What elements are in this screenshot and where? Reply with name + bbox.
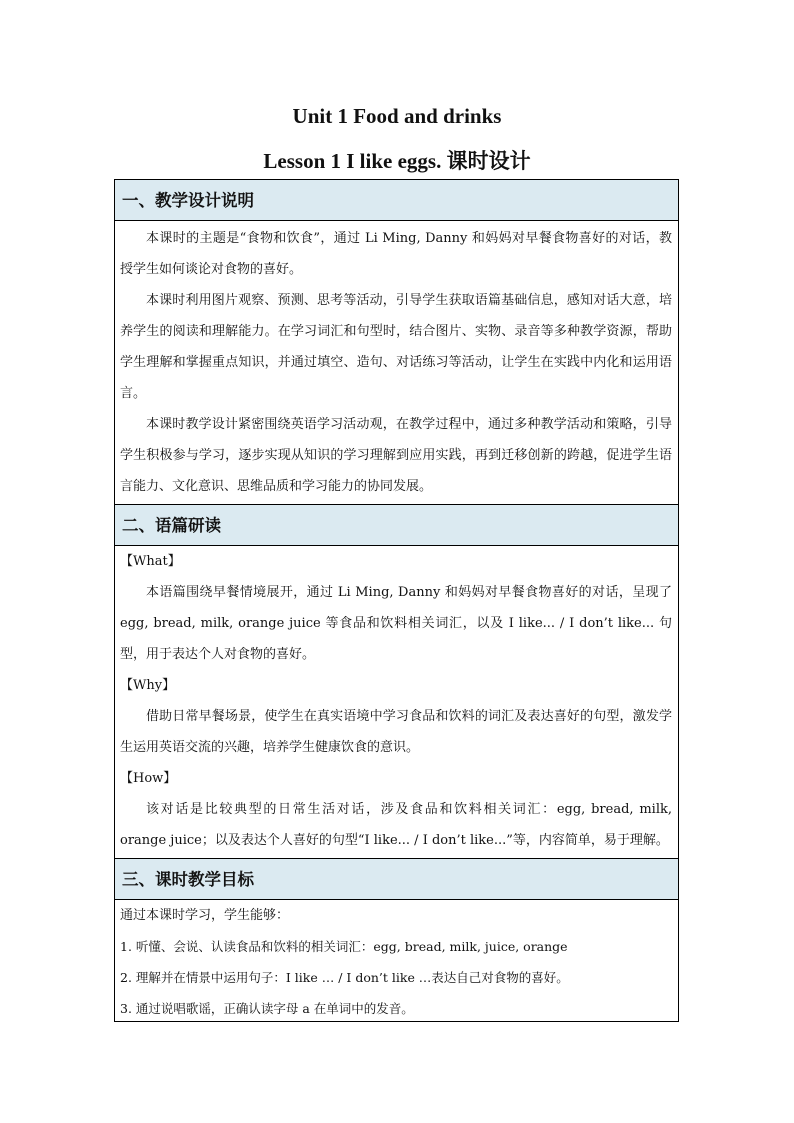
section-heading-text-study: 二、语篇研读: [115, 505, 678, 546]
section-heading-objectives: 三、课时教学目标: [115, 859, 678, 900]
how-paragraph: 该对话是比较典型的日常生活对话，涉及食品和饮料相关词汇：egg, bread, milk, orange juice；以及表达个人喜好的句型“I like... / I don’t like...”等，内容简单，易于理解。: [120, 802, 672, 848]
section-heading-design-notes: 一、教学设计说明: [115, 180, 678, 221]
what-tag: 【What】: [120, 554, 181, 569]
design-paragraph: 本课时利用图片观察、预测、思考等活动，引导学生获取语篇基础信息，感知对话大意，培养学生的阅读和理解能力。在学习词汇和句型时，结合图片、实物、录音等多种教学资源，帮助学生理解和掌握重点知识，并通过填空、造句、对话练习等活动，让学生在实践中内化和运用语言。: [120, 293, 672, 401]
design-paragraph: 本课时的主题是“食物和饮食”，通过 Li Ming, Danny 和妈妈对早餐食物喜好的对话，教授学生如何谈论对食物的喜好。: [120, 231, 672, 277]
why-paragraph: 借助日常早餐场景，使学生在真实语境中学习食品和饮料的词汇及表达喜好的句型，激发学生运用英语交流的兴趣，培养学生健康饮食的意识。: [120, 709, 672, 755]
objectives-intro: 通过本课时学习，学生能够：: [120, 908, 290, 923]
section-body-design-notes: [115, 221, 678, 505]
objective-item: 2. 理解并在情景中运用句子：I like … / I don’t like …表达自己对食物的喜好。: [120, 970, 569, 985]
section-body-objectives: [115, 900, 678, 1021]
document-title: Unit 1 Food and drinks: [292, 104, 502, 128]
why-tag: 【Why】: [120, 678, 176, 693]
what-paragraph: 本语篇围绕早餐情境展开，通过 Li Ming, Danny 和妈妈对早餐食物喜好的对话，呈现了 egg, bread, milk, orange juice 等食品和饮料相关词汇，以及 I like... / I don’t like... 句型，用于表达个人对食物的喜好。: [120, 585, 672, 662]
lesson-design-table: [114, 179, 679, 1022]
objective-item: 3. 通过说唱歌谣，正确认读字母 a 在单词中的发音。: [120, 1001, 414, 1016]
objective-item: 1. 听懂、会说、认读食品和饮料的相关词汇：egg, bread, milk, juice, orange: [120, 939, 568, 954]
lesson-title: Lesson 1 I like eggs. 课时设计: [263, 149, 531, 173]
section-body-text-study: [115, 546, 678, 859]
how-tag: 【How】: [120, 771, 177, 786]
design-paragraph: 本课时教学设计紧密围绕英语学习活动观，在教学过程中，通过多种教学活动和策略，引导学生积极参与学习，逐步实现从知识的学习理解到应用实践，再到迁移创新的跨越，促进学生语言能力、文化意识、思维品质和学习能力的协同发展。: [120, 417, 672, 494]
